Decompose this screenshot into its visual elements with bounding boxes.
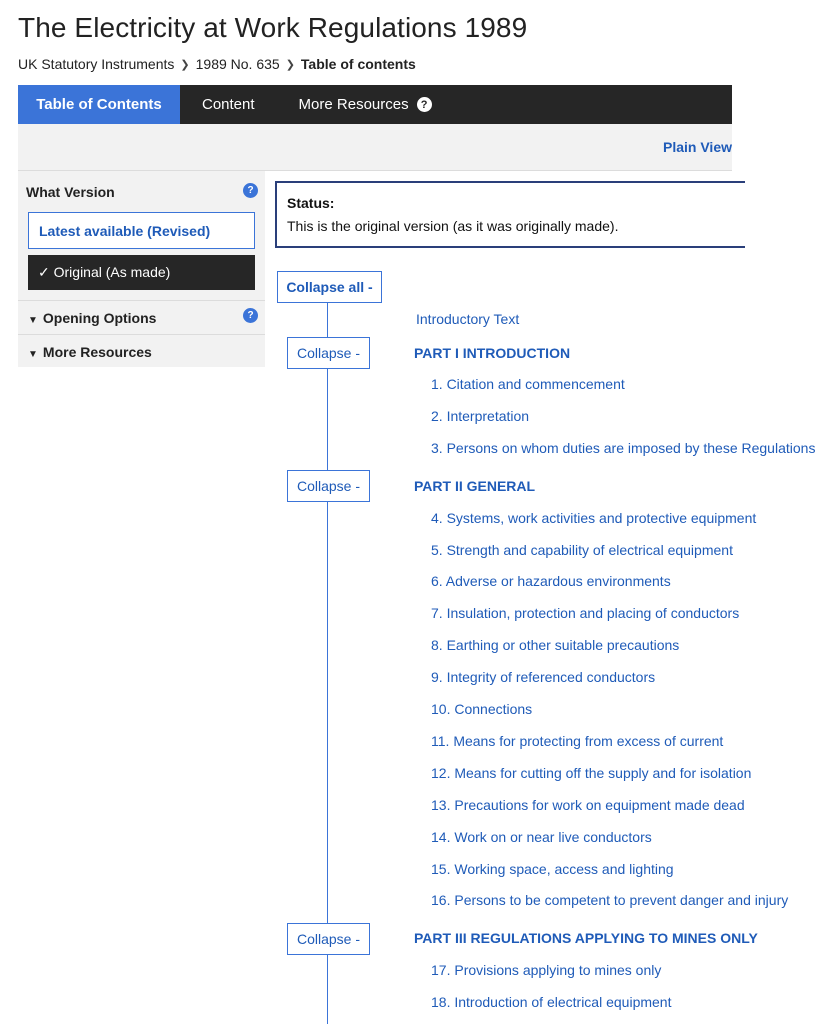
toc-item[interactable]: 15. Working space, access and lighting: [431, 861, 674, 877]
toc-part-heading[interactable]: PART I INTRODUCTION: [414, 345, 571, 361]
help-icon[interactable]: ?: [417, 97, 432, 112]
help-icon[interactable]: ?: [243, 183, 258, 198]
help-icon[interactable]: ?: [243, 308, 258, 323]
tab-content[interactable]: Content: [202, 96, 255, 113]
toc-item[interactable]: 10. Connections: [431, 701, 533, 717]
tab-more-resources[interactable]: More Resources ?: [277, 85, 454, 124]
toc-item[interactable]: 16. Persons to be competent to prevent danger and injury: [431, 892, 789, 908]
status-label: Status:: [287, 195, 335, 211]
status-text: This is the original version (as it was originally made).: [287, 218, 619, 234]
toc-item[interactable]: 12. Means for cutting off the supply and for isolation: [431, 765, 752, 781]
what-version-label: What Version: [26, 184, 115, 200]
tree-line: [327, 303, 328, 338]
more-resources-toggle[interactable]: ▼ More Resources: [18, 334, 265, 367]
toc-item[interactable]: 3. Persons on whom duties are imposed by these Regulations: [431, 440, 815, 456]
main-tabs: [18, 85, 732, 124]
toc-item[interactable]: 4. Systems, work activities and protective equipment: [431, 510, 757, 526]
toc-introductory-text[interactable]: Introductory Text: [416, 311, 520, 327]
collapse-part-button[interactable]: Collapse -: [287, 337, 370, 369]
version-latest-button[interactable]: Latest available (Revised): [28, 212, 255, 249]
breadcrumb-chevron-icon: ❯: [180, 58, 190, 71]
breadcrumb-chevron-icon: ❯: [285, 58, 295, 71]
toc-item[interactable]: 2. Interpretation: [431, 408, 530, 424]
tree-line: [327, 368, 328, 470]
toc-item[interactable]: 9. Integrity of referenced conductors: [431, 669, 656, 685]
toc-part-heading[interactable]: PART III REGULATIONS APPLYING TO MINES ONLY: [414, 930, 758, 946]
status-box: [275, 181, 745, 248]
tree-line: [327, 502, 328, 923]
collapse-all-button[interactable]: Collapse all -: [277, 271, 382, 303]
triangle-down-icon: ▼: [28, 315, 38, 326]
toc-part-heading[interactable]: PART II GENERAL: [414, 478, 536, 494]
toc-item[interactable]: 6. Adverse or hazardous environments: [431, 573, 671, 589]
toc-item[interactable]: 5. Strength and capability of electrical equipment: [431, 542, 733, 558]
breadcrumb: [18, 56, 416, 72]
tab-table-of-contents[interactable]: Table of Contents: [18, 85, 180, 124]
breadcrumb-item-current: Table of contents: [300, 56, 416, 72]
breadcrumb-item-number[interactable]: 1989 No. 635: [195, 56, 280, 72]
check-icon: ✓: [38, 264, 54, 280]
tree-line: [327, 955, 328, 1024]
breadcrumb-item-series[interactable]: UK Statutory Instruments: [18, 56, 175, 72]
plain-view-link[interactable]: Plain View: [663, 139, 732, 155]
toc-item[interactable]: 18. Introduction of electrical equipment: [431, 994, 672, 1010]
opening-options-toggle[interactable]: ▼ Opening Options: [18, 300, 265, 333]
sidebar: [18, 171, 265, 367]
toc-item[interactable]: 7. Insulation, protection and placing of conductors: [431, 605, 740, 621]
collapse-part-button[interactable]: Collapse -: [287, 923, 370, 955]
triangle-down-icon: ▼: [28, 349, 38, 360]
version-original-button[interactable]: ✓ Original (As made): [28, 255, 255, 290]
page-title: The Electricity at Work Regulations 1989: [18, 12, 528, 43]
toc-item[interactable]: 1. Citation and commencement: [431, 376, 625, 392]
toc-item[interactable]: 11. Means for protecting from excess of current: [431, 733, 724, 749]
toc-item[interactable]: 17. Provisions applying to mines only: [431, 962, 662, 978]
toc-item[interactable]: 8. Earthing or other suitable precautions: [431, 637, 680, 653]
toc-item[interactable]: 14. Work on or near live conductors: [431, 829, 652, 845]
view-toolbar: [18, 124, 732, 171]
collapse-part-button[interactable]: Collapse -: [287, 470, 370, 502]
toc-item[interactable]: 13. Precautions for work on equipment made dead: [431, 797, 745, 813]
